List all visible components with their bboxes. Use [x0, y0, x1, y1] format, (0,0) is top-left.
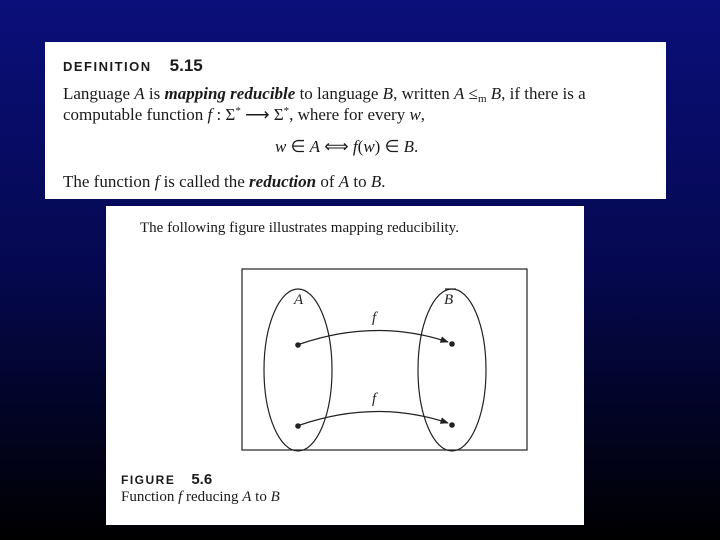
math-var-b: B: [270, 489, 280, 505]
math-var-f: f: [352, 137, 358, 156]
math-var-a: A: [242, 489, 252, 505]
term-reduction: reduction: [249, 172, 317, 191]
math-var-b: B: [403, 137, 415, 156]
math-var-w: w: [409, 105, 421, 124]
definition-line-3: [63, 172, 386, 192]
text-run: , where for every: [289, 105, 410, 124]
figure-caption: [121, 489, 280, 506]
text-run: The function: [63, 172, 155, 191]
math-var-a: A: [453, 84, 465, 103]
diagram-frame: [242, 269, 527, 450]
text-run: ⟶ Σ: [240, 105, 284, 124]
figure-panel: [106, 206, 584, 525]
math-var-b: B: [382, 84, 394, 103]
text-run: reducing: [182, 489, 243, 505]
figure-label: FIGURE: [121, 473, 176, 487]
set-b-label: B: [444, 292, 454, 308]
math-var-a: A: [338, 172, 350, 191]
math-var-w: w: [363, 137, 375, 156]
text-run: is: [144, 84, 165, 103]
definition-heading: [63, 56, 203, 76]
math-var-f: f: [154, 172, 160, 191]
text-run: .: [414, 137, 419, 156]
text-run: ) ∈: [374, 137, 404, 156]
arrow-bottom-label: f: [372, 391, 377, 407]
arrow-top-label: f: [372, 310, 377, 326]
text-run: to: [349, 172, 371, 191]
definition-formula: [275, 137, 418, 157]
math-var-a: A: [309, 137, 321, 156]
leq-subscript: m: [477, 93, 487, 105]
math-var-w: w: [275, 137, 287, 156]
text-run: : Σ: [212, 105, 236, 124]
text-run: to language: [295, 84, 383, 103]
set-a-label: A: [294, 292, 304, 308]
math-var-a: A: [134, 84, 145, 103]
definition-panel: [45, 42, 666, 199]
text-run: , if there is a: [501, 84, 586, 103]
definition-number: 5.15: [169, 56, 203, 75]
text-run: Function: [121, 489, 179, 505]
figure-intro: The following figure illustrates mapping reducibility.: [140, 220, 459, 236]
text-run: ,: [420, 105, 426, 124]
text-run: of: [316, 172, 339, 191]
mapping-arrow-top: [300, 330, 448, 344]
text-run: to: [251, 489, 271, 505]
definition-line-2: [63, 105, 425, 125]
reduction-diagram: [106, 206, 584, 466]
math-var-b: B: [370, 172, 382, 191]
text-run: , written: [393, 84, 454, 103]
kleene-star: *: [235, 105, 241, 117]
math-var-b: B: [486, 84, 502, 103]
text-run: computable function: [63, 105, 208, 124]
definition-line-1: [63, 84, 586, 105]
figure-heading: [121, 471, 212, 489]
text-run: is called the: [159, 172, 250, 191]
point-in-b: [449, 341, 455, 347]
iff-symbol: ⟺: [320, 137, 353, 156]
text-run: .: [381, 172, 386, 191]
leq-symbol: ≤: [464, 84, 478, 103]
kleene-star: *: [283, 105, 290, 117]
math-var-f: f: [178, 489, 183, 505]
text-run: ∈: [286, 137, 310, 156]
text-run: (: [357, 137, 364, 156]
figure-number: 5.6: [191, 471, 213, 488]
term-mapping-reducible: mapping reducible: [164, 84, 296, 103]
point-outside-a: [295, 423, 301, 429]
point-outside-b: [449, 422, 455, 428]
math-var-f: f: [207, 105, 213, 124]
text-run: Language: [63, 84, 135, 103]
definition-label: DEFINITION: [63, 59, 152, 74]
point-in-a: [295, 342, 301, 348]
